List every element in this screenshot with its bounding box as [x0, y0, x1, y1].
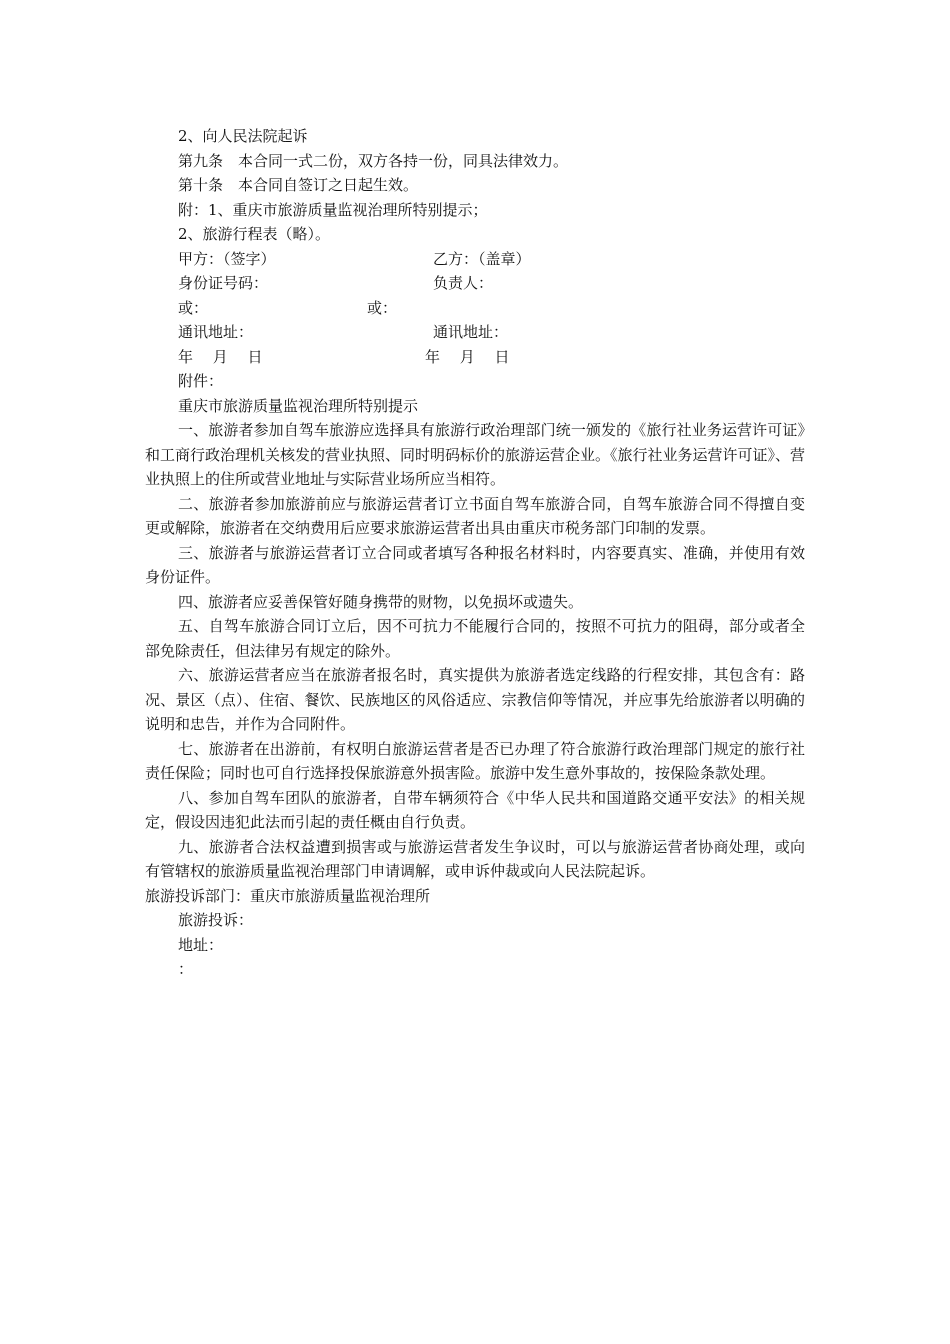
document-body [145, 124, 805, 982]
complaint-department: 旅游投诉部门：重庆市旅游质量监视治理所 [145, 886, 431, 905]
notice-paragraph: 七、旅游者在出游前，有权明白旅游运营者是否已办理了符合旅游行政治理部门规定的旅行社责任保险；同时也可自行选择投保旅游意外损害险。旅游中发生意外事故的，按保险条款处理。 [145, 739, 805, 782]
date-label: 年 月 日 [425, 347, 510, 366]
or-label: 或： [367, 298, 398, 317]
signature-row [145, 296, 805, 321]
clause-line: 2、向人民法院起诉 [178, 127, 308, 145]
notice-paragraph: 九、旅游者合法权益遭到损害或与旅游运营者发生争议时，可以与旅游运营者协商处理，或向有管辖权的旅游质量监视治理部门申请调解，或申诉仲裁或向人民法院起诉。 [145, 837, 805, 880]
trailing-colon: ： [178, 960, 194, 978]
or-label: 或： [178, 298, 209, 317]
clause-line: 2、旅游行程表（略）。 [178, 225, 331, 243]
notice-paragraph: 三、旅游者与旅游运营者订立合同或者填写各种报名材料时，内容要真实、准确，并使用有效身份证件。 [145, 543, 805, 586]
party-b-label: 乙方：（盖章） [433, 249, 531, 268]
notice-paragraph: 一、旅游者参加自驾车旅游应选择具有旅游行政治理部门统一颁发的《旅行社业务运营许可证》和工商行政治理机关核发的营业执照、同时明码标价的旅游运营企业。《旅行社业务运营许可证》、营业执照上的住所或营业地址与实际营业场所应当相符。 [145, 421, 806, 488]
signature-row [145, 271, 805, 296]
notice-paragraph: 八、参加自驾车团队的旅游者，自带车辆须符合《中华人民共和国道路交通平安法》的相关规定，假设因违犯此法而引起的责任概由自行负责。 [145, 788, 805, 831]
notice-paragraph: 二、旅游者参加旅游前应与旅游运营者订立书面自驾车旅游合同，自驾车旅游合同不得擅自变更或解除，旅游者在交纳费用后应要求旅游运营者出具由重庆市税务部门印制的发票。 [145, 494, 805, 537]
clause-line: 附：1、重庆市旅游质量监视治理所特别提示； [178, 200, 488, 219]
notice-paragraph: 五、自驾车旅游合同订立后，因不可抗力不能履行合同的，按照不可抗力的阻碍，部分或者全部免除责任，但法律另有规定的除外。 [145, 617, 805, 660]
clause-line: 第九条 本合同一式二份，双方各持一份，同具法律效力。 [178, 151, 569, 170]
party-a-label: 甲方：（签字） [178, 249, 276, 268]
address-label: 通讯地址： [178, 323, 254, 341]
address-line: 地址： [178, 935, 224, 954]
responsible-label: 负责人： [433, 274, 494, 292]
notice-title: 重庆市旅游质量监视治理所特别提示 [178, 396, 419, 415]
id-number-label: 身份证号码： [178, 274, 269, 292]
notice-paragraph: 六、旅游运营者应当在旅游者报名时，真实提供为旅游者选定线路的行程安排，其包含有：路况、景区（点）、住宿、餐饮、民族地区的风俗适应、宗教信仰等情况，并应事先给旅游者以明确的说明和忠告，并作为合同附件。 [145, 666, 805, 733]
notice-paragraph: 四、旅游者应妥善保管好随身携带的财物，以免损坏或遗失。 [178, 592, 584, 611]
attachment-label: 附件： [178, 372, 224, 390]
signature-row [145, 320, 805, 345]
address-label: 通讯地址： [433, 323, 509, 341]
signature-row [145, 247, 805, 272]
signature-row [145, 345, 805, 370]
complaint-label: 旅游投诉： [178, 911, 254, 929]
clause-line: 第十条 本合同自签订之日起生效。 [178, 176, 419, 194]
date-label: 年 月 日 [178, 347, 263, 366]
